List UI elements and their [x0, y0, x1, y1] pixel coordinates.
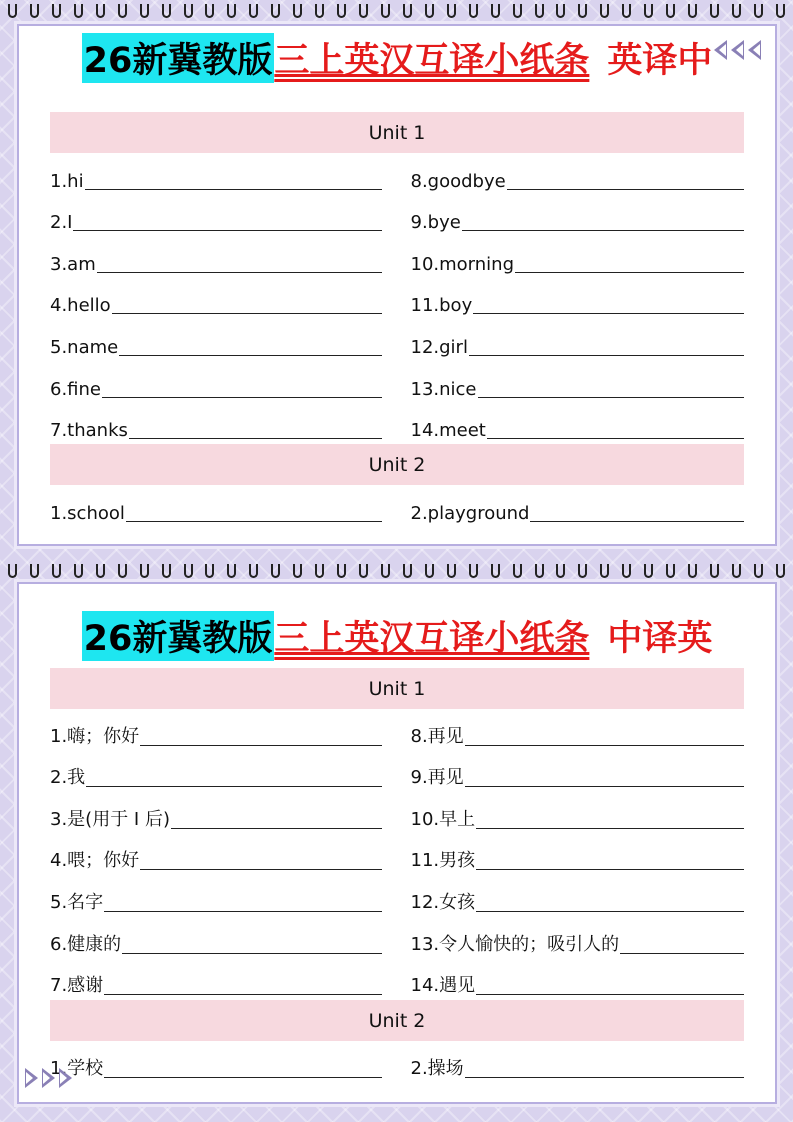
binder-hook-icon [666, 4, 675, 18]
vocab-list [50, 153, 744, 444]
vocab-entry [411, 379, 745, 403]
list-item [50, 709, 744, 751]
worksheet-card-chinese-to-english [17, 582, 777, 1104]
answer-blank-line[interactable] [476, 910, 744, 912]
vocab-word: 1.嗨；你好 [50, 725, 140, 747]
answer-blank-line[interactable] [462, 229, 744, 231]
vocab-word: 7.感谢 [50, 975, 104, 997]
vocab-word: 1.hi [50, 170, 84, 192]
vocab-entry [411, 888, 745, 917]
binder-hook-icon [469, 4, 478, 18]
binder-hook-icon [74, 4, 83, 18]
vocab-word: 5.名字 [50, 891, 104, 913]
list-item [50, 403, 744, 445]
binder-hook-icon [578, 4, 587, 18]
answer-blank-line[interactable] [140, 868, 381, 870]
vocab-entry [411, 763, 745, 792]
vocab-entry [50, 295, 382, 319]
answer-blank-line[interactable] [112, 312, 382, 314]
vocab-entry [50, 971, 382, 1000]
binder-hook-icon [447, 564, 456, 578]
binder-hook-icon [644, 4, 653, 18]
vocab-word: 13.nice [410, 378, 477, 400]
binder-hook-icon [535, 4, 544, 18]
binder-hook-icon [118, 4, 127, 18]
title-mode: 英译中 [607, 41, 713, 81]
title-main: 三上英汉互译小纸条 [274, 619, 590, 659]
binder-hook-icon [447, 4, 456, 18]
unit-header: Unit 2 [50, 1000, 744, 1041]
answer-blank-line[interactable] [473, 312, 744, 314]
unit-header: Unit 1 [50, 668, 744, 709]
binder-hook-icon [293, 4, 302, 18]
binder-hook-icon [600, 564, 609, 578]
vocab-word: 14.遇见 [410, 975, 476, 997]
vocab-entry [50, 1054, 382, 1083]
answer-blank-line[interactable] [478, 396, 744, 398]
vocab-word: 4.hello [50, 295, 111, 317]
vocab-word: 2.我 [50, 767, 86, 789]
answer-blank-line[interactable] [530, 520, 744, 522]
binder-hook-icon [74, 564, 83, 578]
binder-hook-icon [535, 564, 544, 578]
binder-hook-icon [249, 4, 258, 18]
title-highlight: 26新冀教版 [82, 33, 275, 83]
binder-hook-icon [469, 564, 478, 578]
answer-blank-line[interactable] [515, 271, 744, 273]
triple-right-arrow-icon [25, 1068, 76, 1088]
binder-hook-icon [30, 4, 39, 18]
binder-hook-icon [162, 564, 171, 578]
binder-hook-icon [205, 564, 214, 578]
vocab-word: 7.thanks [50, 420, 128, 442]
vocab-list [50, 1041, 744, 1083]
binder-hook-icon [556, 564, 565, 578]
vocab-word: 3.是(用于 I 后) [50, 808, 170, 830]
list-item [50, 917, 744, 959]
answer-blank-line[interactable] [126, 520, 382, 522]
vocab-word: 4.喂；你好 [50, 850, 140, 872]
vocab-entry [50, 212, 382, 236]
binder-hook-icon [600, 4, 609, 18]
vocab-entry [411, 171, 745, 195]
binder-hook-icon [732, 564, 741, 578]
unit-header: Unit 2 [50, 444, 744, 485]
answer-blank-line[interactable] [465, 744, 744, 746]
vocab-entry [411, 420, 745, 444]
answer-blank-line[interactable] [73, 229, 381, 231]
binder-hook-icon [403, 564, 412, 578]
list-item [50, 319, 744, 361]
binder-hook-icon [140, 4, 149, 18]
list-item [50, 751, 744, 793]
list-item [50, 875, 744, 917]
vocab-word: 14.meet [410, 420, 486, 442]
binder-hook-icon [666, 564, 675, 578]
vocab-entry [50, 171, 382, 195]
binder-hook-icon [732, 4, 741, 18]
answer-blank-line[interactable] [102, 396, 382, 398]
vocab-word: 8.goodbye [410, 170, 506, 192]
list-item [50, 1041, 744, 1083]
binder-hook-icon [227, 4, 236, 18]
answer-blank-line[interactable] [119, 354, 381, 356]
vocab-entry [50, 379, 382, 403]
vocab-entry [411, 971, 745, 1000]
binder-hook-icon [688, 564, 697, 578]
vocab-entry [411, 254, 745, 278]
binder-hook-icon [425, 4, 434, 18]
list-item [50, 278, 744, 320]
answer-blank-line[interactable] [104, 1076, 381, 1078]
answer-blank-line[interactable] [507, 188, 744, 190]
binder-hook-icon [491, 4, 500, 18]
binder-hook-icon [52, 4, 61, 18]
vocab-word: 10.morning [410, 253, 514, 275]
vocab-word: 1.school [50, 502, 125, 524]
vocab-entry [411, 930, 745, 959]
binder-hook-icon [622, 4, 631, 18]
binder-hook-icon [337, 564, 346, 578]
vocab-entry [411, 212, 745, 236]
vocab-word: 13.令人愉快的；吸引人的 [410, 933, 620, 955]
binder-hook-icon [96, 564, 105, 578]
binder-hook-icon [227, 564, 236, 578]
answer-blank-line[interactable] [129, 437, 382, 439]
vocab-word: 3.am [50, 253, 96, 275]
binder-hook-icon [30, 564, 39, 578]
binder-hook-icon [578, 564, 587, 578]
vocab-word: 9.bye [410, 212, 461, 234]
vocab-word: 1.学校 [50, 1057, 104, 1079]
binder-hook-icon [249, 564, 258, 578]
binder-hook-icon [8, 564, 17, 578]
vocab-word: 11.男孩 [410, 850, 476, 872]
binder-hook-icon [162, 4, 171, 18]
answer-blank-line[interactable] [104, 993, 381, 995]
answer-blank-line[interactable] [171, 827, 382, 829]
binder-hook-icon [491, 564, 500, 578]
binder-hook-icon [513, 4, 522, 18]
vocab-word: 10.早上 [410, 808, 476, 830]
binder-hooks-top [0, 0, 793, 24]
answer-blank-line[interactable] [97, 271, 382, 273]
list-item [50, 834, 744, 876]
binder-hook-icon [205, 4, 214, 18]
vocab-word: 5.name [50, 336, 119, 358]
vocab-entry [50, 254, 382, 278]
vocab-word: 2.I [50, 212, 73, 234]
vocab-entry [411, 503, 745, 527]
binder-hook-icon [513, 564, 522, 578]
vocab-entry [50, 930, 382, 959]
binder-hook-icon [622, 564, 631, 578]
binder-hook-icon [118, 564, 127, 578]
binder-hook-icon [359, 564, 368, 578]
answer-blank-line[interactable] [476, 868, 744, 870]
list-item [50, 361, 744, 403]
vocab-word: 12.女孩 [410, 891, 476, 913]
vocab-word: 2.操场 [410, 1057, 464, 1079]
vocab-entry [50, 846, 382, 875]
answer-blank-line[interactable] [469, 354, 744, 356]
answer-blank-line[interactable] [104, 910, 381, 912]
answer-blank-line[interactable] [465, 785, 744, 787]
binder-hook-icon [381, 564, 390, 578]
answer-blank-line[interactable] [620, 952, 744, 954]
binder-hooks-bottom [0, 560, 793, 584]
title-highlight: 26新冀教版 [82, 611, 275, 661]
worksheet-card-english-to-chinese [17, 24, 777, 546]
title-mode: 中译英 [607, 619, 713, 659]
vocab-word: 9.再见 [410, 767, 464, 789]
vocab-word: 6.健康的 [50, 933, 122, 955]
answer-blank-line[interactable] [476, 827, 744, 829]
vocab-word: 11.boy [410, 295, 473, 317]
binder-hook-icon [710, 564, 719, 578]
binder-hook-icon [425, 564, 434, 578]
answer-blank-line[interactable] [476, 993, 744, 995]
list-item [50, 959, 744, 1001]
binder-hook-icon [754, 564, 763, 578]
binder-hook-icon [315, 564, 324, 578]
binder-hook-icon [337, 4, 346, 18]
vocab-entry [50, 420, 382, 444]
answer-blank-line[interactable] [122, 952, 381, 954]
triple-left-arrow-icon [714, 40, 765, 60]
binder-hook-icon [403, 4, 412, 18]
vocab-word: 8.再见 [410, 725, 464, 747]
vocab-word: 6.fine [50, 378, 101, 400]
vocab-entry [411, 805, 745, 834]
binder-hook-icon [184, 564, 193, 578]
vocab-entry [50, 888, 382, 917]
binder-hook-icon [644, 564, 653, 578]
vocab-entry [411, 295, 745, 319]
binder-hook-icon [381, 4, 390, 18]
list-item [50, 236, 744, 278]
vocab-list [50, 709, 744, 1000]
vocab-word: 12.girl [410, 336, 468, 358]
vocab-word: 2.playground [410, 502, 530, 524]
vocab-list [50, 485, 744, 527]
binder-hook-icon [52, 564, 61, 578]
vocab-entry [50, 763, 382, 792]
binder-hook-icon [271, 4, 280, 18]
binder-hook-icon [184, 4, 193, 18]
answer-blank-line[interactable] [86, 785, 381, 787]
vocab-entry [50, 805, 382, 834]
vocab-entry [411, 1054, 745, 1083]
vocab-entry [411, 846, 745, 875]
vocab-entry [50, 722, 382, 751]
unit-header: Unit 1 [50, 112, 744, 153]
binder-hook-icon [776, 4, 785, 18]
binder-hook-icon [359, 4, 368, 18]
binder-hook-icon [556, 4, 565, 18]
binder-hook-icon [776, 564, 785, 578]
binder-hook-icon [8, 4, 17, 18]
list-item [50, 792, 744, 834]
answer-blank-line[interactable] [140, 744, 381, 746]
list-item [50, 153, 744, 195]
answer-blank-line[interactable] [487, 437, 744, 439]
answer-blank-line[interactable] [465, 1076, 744, 1078]
binder-hook-icon [688, 4, 697, 18]
list-item [50, 485, 744, 527]
list-item [50, 195, 744, 237]
binder-hook-icon [140, 564, 149, 578]
title-main: 三上英汉互译小纸条 [274, 41, 590, 81]
answer-blank-line[interactable] [85, 188, 382, 190]
vocab-entry [411, 337, 745, 361]
binder-hook-icon [293, 564, 302, 578]
binder-hook-icon [754, 4, 763, 18]
binder-hook-icon [96, 4, 105, 18]
page-title [19, 604, 775, 668]
binder-hook-icon [271, 564, 280, 578]
binder-hook-icon [710, 4, 719, 18]
page-title [19, 26, 775, 90]
binder-hook-icon [315, 4, 324, 18]
vocab-entry [50, 337, 382, 361]
vocab-entry [411, 722, 745, 751]
vocab-entry [50, 503, 382, 527]
